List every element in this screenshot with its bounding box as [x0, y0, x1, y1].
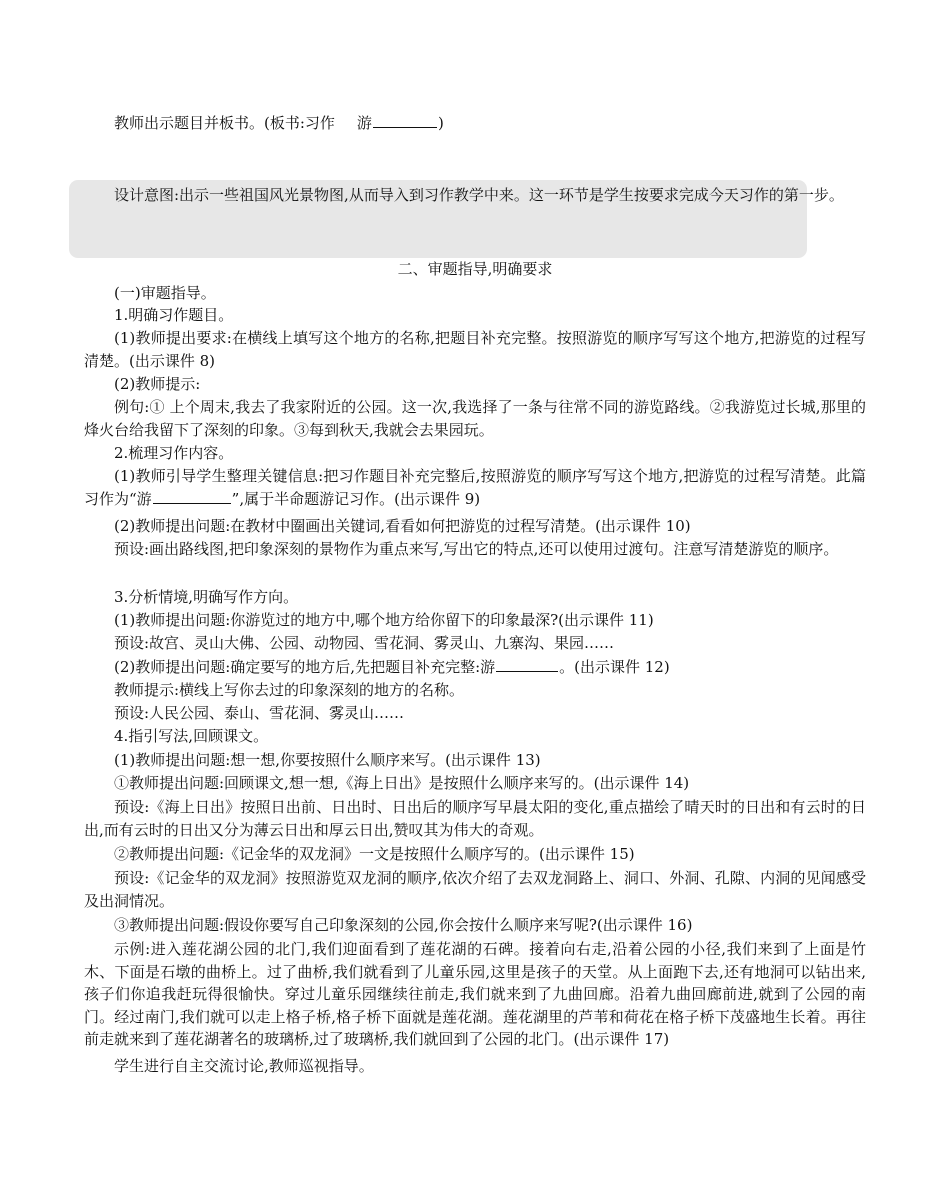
- line-complete-title: [84, 656, 866, 679]
- intro-line: [84, 112, 866, 135]
- line-preset-names: 预设:人民公园、泰山、雪花洞、雾灵山……: [114, 704, 405, 722]
- para-route-map: 预设:画出路线图,把印象深刻的景物作为重点来写,写出它的特点,还可以使用过渡句。注意写清楚游览的顺序。: [114, 540, 839, 558]
- para-key-info: [84, 465, 866, 510]
- para-sunrise-preset: 预设:《海上日出》按照日出前、日出时、日出后的顺序写早晨太阳的变化,重点描绘了晴天时的日出和有云时的日出,而有云时的日出又分为薄云日出和厚云日出,赞叹其为伟大的奇观。: [84, 798, 866, 839]
- para-dragon-cave-preset: 预设:《记金华的双龙洞》按照游览双龙洞的顺序,依次介绍了去双龙洞路上、洞口、外洞、孔隙、内洞的见闻感受及出洞情况。: [84, 869, 866, 910]
- line-review-guide: (一)审题指导。: [114, 284, 216, 302]
- blank-line: [373, 112, 437, 128]
- blank-line: [496, 656, 558, 672]
- para-example-sentences: 例句:① 上个周末,我去了我家附近的公园。这一次,我选择了一条与往常不同的游览路线。②我游览过长城,那里的烽火台给我留下了深刻的印象。③每到秋天,我就会去果园玩。: [84, 398, 866, 439]
- para-teacher-requirement: (1)教师提出要求:在横线上填写这个地方的名称,把题目补充完整。按照游览的顺序写写这个地方,把游览的过程写清楚。(出示课件 8): [84, 329, 866, 370]
- line-student-discussion: 学生进行自主交流讨论,教师巡视指导。: [114, 1057, 374, 1075]
- line-deepest-impression: (1)教师提出问题:你游览过的地方中,哪个地方给你留下的印象最深?(出示课件 11): [114, 611, 654, 629]
- line-teacher-hint: (2)教师提示:: [114, 375, 201, 393]
- line-circle-keywords: (2)教师提出问题:在教材中圈画出关键词,看看如何把游览的过程写清楚。(出示课件 10): [114, 517, 691, 535]
- complete-title-post: 。(出示课件 12): [559, 658, 670, 676]
- line-analyze-context: 3.分析情境,明确写作方向。: [114, 588, 299, 606]
- line-clarify-title: 1.明确习作题目。: [114, 306, 234, 324]
- line-preset-places: 预设:故宫、灵山大佛、公园、动物园、雪花洞、雾灵山、九寨沟、果园……: [114, 634, 615, 652]
- design-intent-text: 设计意图:出示一些祖国风光景物图,从而导入到习作教学中来。这一环节是学生按要求完成今天习作的第一步。: [114, 186, 844, 204]
- complete-title-pre: (2)教师提出问题:确定要写的地方后,先把题目补充完整:游: [114, 658, 496, 676]
- line-guide-writing: 4.指引写法,回顾课文。: [114, 727, 269, 745]
- intro-post: ): [437, 114, 444, 132]
- line-dragon-cave-question: ②教师提出问题:《记金华的双龙洞》一文是按照什么顺序写的。(出示课件 15): [114, 845, 635, 863]
- line-order-question: (1)教师提出问题:想一想,你要按照什么顺序来写。(出示课件 13): [114, 751, 541, 769]
- para-park-example: 示例:进入莲花湖公园的北门,我们迎面看到了莲花湖的石碑。接着向右走,沿着公园的小径,我们来到了上面是竹木、下面是石墩的曲桥上。过了曲桥,我们就看到了儿童乐园,这里是孩子的天堂。从上面跑下去,还有地洞可以钻出来,孩子们你追我赶玩得很愉快。穿过儿童乐园继续往前走,我们就来到了九曲回廊。沿着九曲回廊前进,就到了公园的南门。经过南门,我们就可以走上格子桥,格子桥下面就是莲花湖。莲花湖里的芦苇和荷花在格子桥下茂盛地生长着。再往前走就来到了莲花湖著名的玻璃桥,过了玻璃桥,我们就回到了公园的北门。(出示课件 17): [84, 940, 866, 1048]
- line-teacher-tip: 教师提示:横线上写你去过的印象深刻的地方的名称。: [114, 681, 465, 699]
- intro-pre: 教师出示题目并板书。(板书:习作: [114, 114, 335, 132]
- intro-mid: 游: [356, 114, 372, 132]
- key-info-pre: (1)教师引导学生整理关键信息:把习作题目补充完整后,按照游览的顺序写写这个地方,把游览的过程写清楚。此篇习作为“游: [84, 467, 866, 508]
- line-sunrise-question: ①教师提出问题:回顾课文,想一想,《海上日出》是按照什么顺序来写的。(出示课件 14): [114, 774, 690, 792]
- blank-line: [153, 488, 231, 504]
- key-info-post: ”,属于半命题游记习作。(出示课件 9): [231, 489, 481, 508]
- line-sort-content: 2.梳理习作内容。: [114, 444, 234, 462]
- section-title: 二、审题指导,明确要求: [397, 260, 553, 278]
- line-park-question: ③教师提出问题:假设你要写自己印象深刻的公园,你会按什么顺序来写呢?(出示课件 16): [114, 916, 693, 934]
